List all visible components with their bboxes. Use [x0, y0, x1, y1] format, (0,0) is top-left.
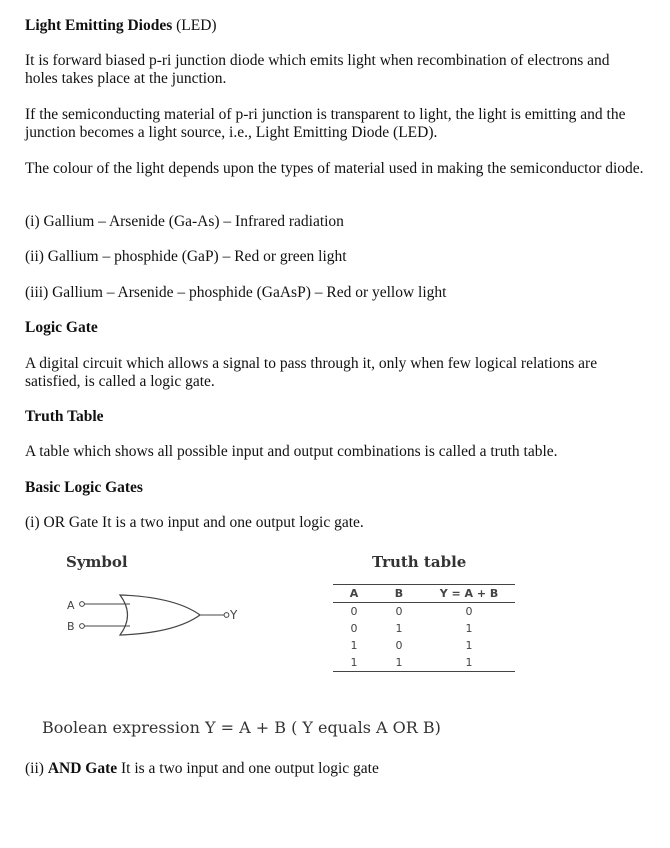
and-gate-description: (ii) AND Gate It is a two input and one output logic gate: [25, 760, 379, 777]
led-definition: It is forward biased p-ri junction diode which emits light when recombination of electrons and holes takes place at the junction.: [25, 52, 610, 87]
input-a-label: A: [67, 599, 75, 612]
input-b-terminal: [80, 624, 85, 629]
truth-table-definition: A table which shows all possible input and output combinations is called a truth table.: [25, 443, 558, 460]
led-heading: Light Emitting Diodes (LED): [25, 17, 217, 34]
truth-table-label: Truth table: [372, 553, 467, 571]
truth-table-row: [333, 654, 515, 672]
column-header-a: A: [349, 587, 359, 600]
basic-logic-gates-heading: Basic Logic Gates: [25, 479, 143, 496]
table-cell: 1: [465, 622, 473, 635]
truth-table-row: [333, 603, 515, 621]
or-truth-table: [333, 584, 515, 672]
table-cell: 0: [350, 605, 358, 618]
led-colour-paragraph: The colour of the light depends upon the types of material used in making the semiconductor diode.: [25, 160, 644, 177]
table-cell: 1: [350, 639, 358, 652]
output-y-label: Y: [230, 608, 238, 622]
truth-table-header-row: [333, 585, 515, 603]
or-gate-body: [120, 595, 200, 635]
boolean-expression: Boolean expression Y = A + B ( Y equals A OR B): [42, 718, 441, 737]
table-cell: 0: [465, 605, 473, 618]
input-b-label: B: [67, 620, 75, 633]
truth-table-heading: Truth Table: [25, 408, 104, 425]
logic-gate-definition: A digital circuit which allows a signal to pass through it, only when few logical relations are satisfied, is called a logic gate.: [25, 355, 598, 390]
logic-gate-heading: Logic Gate: [25, 319, 98, 336]
led-material-item: (ii) Gallium – phosphide (GaP) – Red or green light: [25, 248, 347, 265]
led-transparent-paragraph: If the semiconducting material of p-ri junction is transparent to light, the light is emitting and the junction becomes a light source, i.e., Light Emitting Diode (LED).: [25, 106, 626, 141]
truth-table-row: [333, 637, 515, 654]
column-header-y: Y = A + B: [439, 587, 499, 600]
table-cell: 1: [465, 656, 473, 669]
table-cell: 0: [350, 622, 358, 635]
or-gate-figure: [40, 548, 540, 718]
led-material-item: (i) Gallium – Arsenide (Ga-As) – Infrared radiation: [25, 213, 344, 230]
or-gate-symbol: [40, 583, 260, 683]
table-cell: 1: [465, 639, 473, 652]
output-terminal: [224, 613, 229, 618]
or-gate-description: (i) OR Gate It is a two input and one output logic gate.: [25, 514, 364, 531]
truth-table-row: [333, 620, 515, 637]
table-cell: 1: [350, 656, 358, 669]
column-header-b: B: [394, 587, 404, 600]
led-material-item: (iii) Gallium – Arsenide – phosphide (GaAsP) – Red or yellow light: [25, 284, 447, 301]
input-a-terminal: [80, 602, 85, 607]
table-cell: 1: [395, 656, 403, 669]
table-cell: 0: [395, 639, 403, 652]
table-cell: 0: [395, 605, 403, 618]
symbol-label: Symbol: [66, 553, 128, 571]
table-cell: 1: [395, 622, 403, 635]
